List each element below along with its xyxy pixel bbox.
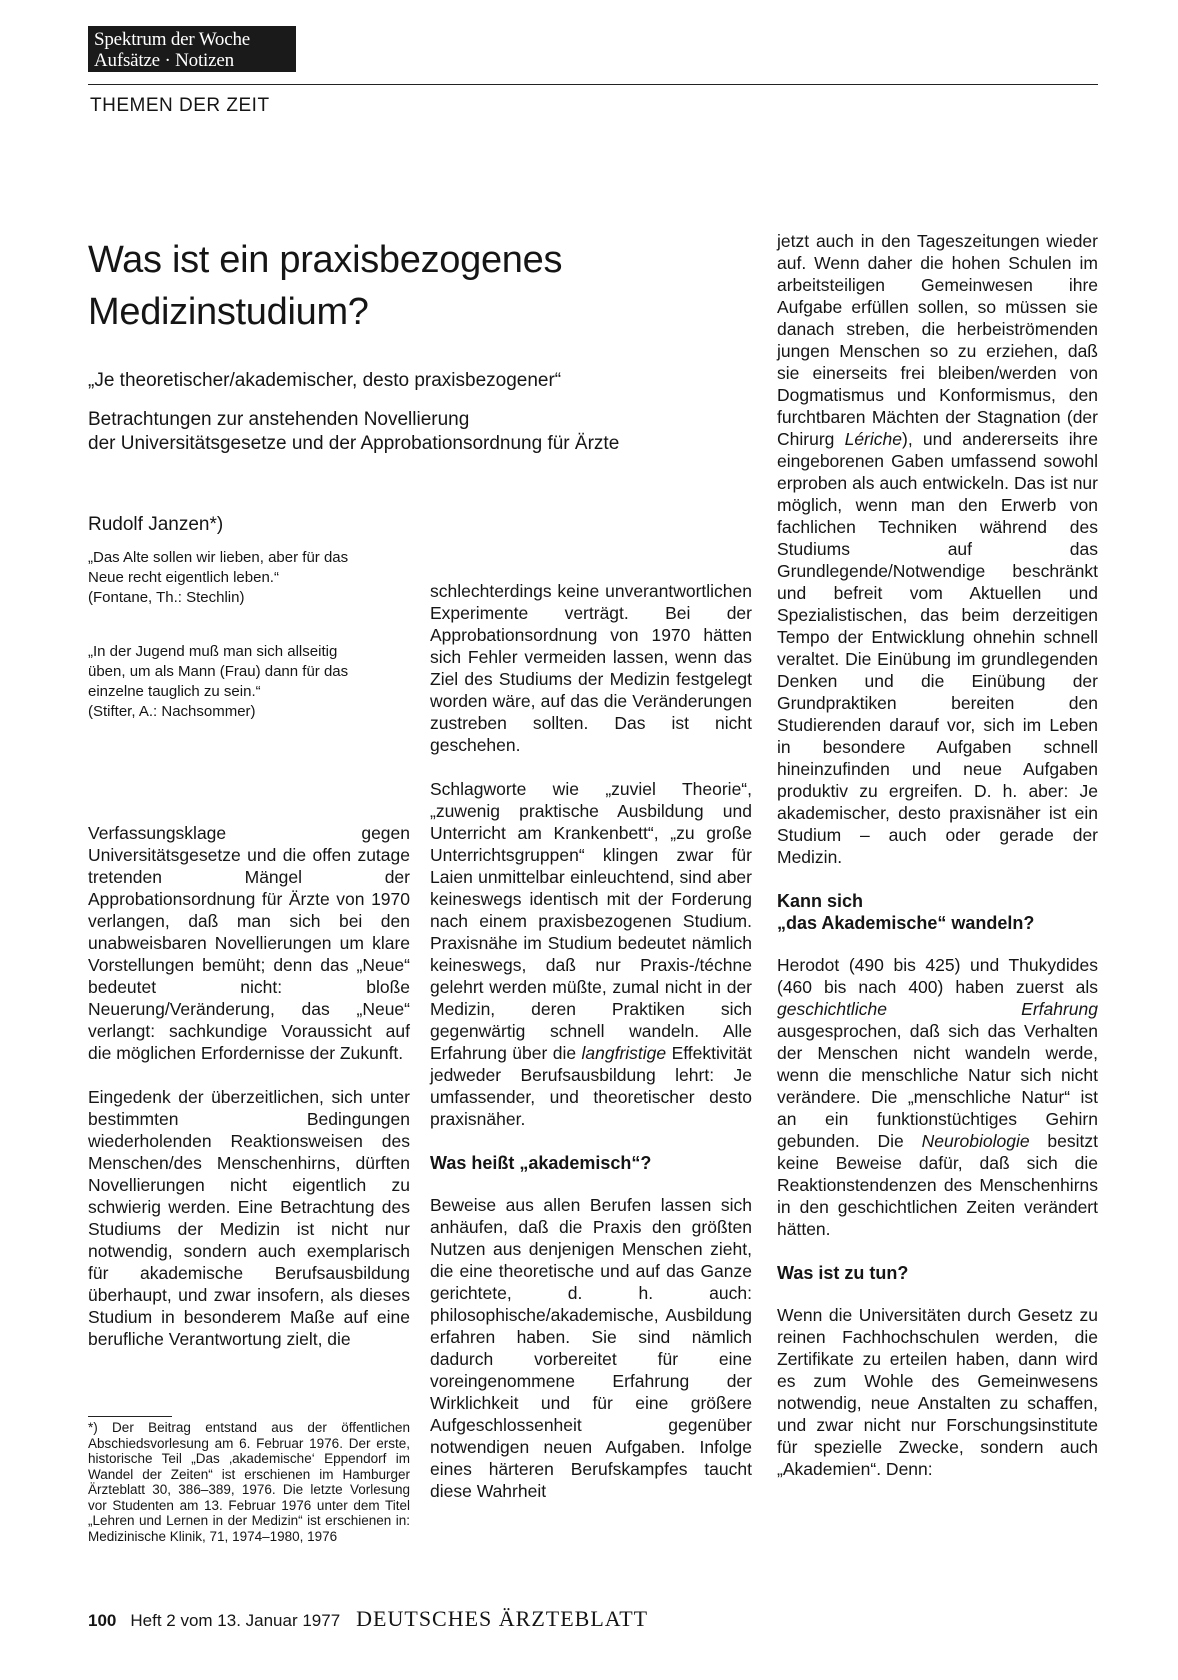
header-rule bbox=[88, 84, 1098, 85]
subheading-line-1: Kann sich bbox=[777, 891, 864, 911]
subheading bbox=[777, 890, 1098, 934]
footnote: *) Der Beitrag entstand aus der öffentlichen Abschiedsvorlesung am 6. Februar 1976. Der erste, historische Teil „Das ‚akademische‘ Eppendorf im Wandel der Zeiten“ ist erschienen im Hamburger Ärzteblatt 30, 386–389, 1976. Die letzte Vorlesung vor Studenten am 13. Februar 1976 unter dem Titel „Lehren und Lernen in der Medizin“ ist erschienen in: Medizinische Klinik, 71, 1974–1980, 1976 bbox=[88, 1420, 410, 1544]
italic-term: langfristige bbox=[581, 1043, 667, 1063]
title-quote: „Je theoretischer/akademischer, desto praxisbezogener“ bbox=[88, 370, 562, 391]
text-run: Herodot (490 bis 425) und Thukydides (460 bis nach 400) haben zuerst als bbox=[777, 955, 1098, 997]
italic-term: Lériche bbox=[844, 429, 902, 449]
title-line-1: Was ist ein praxisbezogenes bbox=[88, 239, 563, 281]
column-1 bbox=[88, 822, 410, 1350]
epigraph bbox=[88, 548, 378, 608]
epigraph-text: „In der Jugend muß man sich allseitig üben, um als Mann (Frau) dann für das einzelne tauglich zu sein.“ bbox=[88, 643, 349, 700]
subtitle-line-2: der Universitätsgesetze und der Approbationsordnung für Ärzte bbox=[88, 433, 620, 454]
section-rubric bbox=[88, 26, 296, 72]
epigraph bbox=[88, 642, 378, 722]
paragraph: Eingedenk der überzeitlichen, sich unter bestimmten Bedingungen wiederholenden Reaktionsweisen des Menschen/des Menschenhirns, dürften Novellierungen nicht eigentlich zu schwierig werden. Eine Betrachtung des Studiums der Medizin ist nicht nur notwendig, sondern auch exemplarisch für akademische Berufsausbildung überhaupt, und zwar insofern, als dieses Studium in besonderem Maße auf eine berufliche Verantwortung zielt, die bbox=[88, 1087, 410, 1349]
epigraph-source: (Stifter, A.: Nachsommer) bbox=[88, 703, 256, 720]
journal-name: DEUTSCHES ÄRZTEBLATT bbox=[356, 1606, 649, 1631]
issue-info: Heft 2 vom 13. Januar 1977 bbox=[130, 1611, 341, 1630]
article-subtitle bbox=[88, 408, 748, 456]
paragraph: schlechterdings keine unverantwortlichen Experimente verträgt. Bei der Approbationsordnung von 1970 hätten sich Fehler vermeiden lassen, wenn das Ziel des Studiums der Medizin festgelegt worden wäre, auf das die Veränderungen zustreben sollten. Das ist nicht geschehen. bbox=[430, 581, 752, 755]
italic-term: geschichtliche Erfahrung bbox=[777, 999, 1098, 1019]
title-line-2: Medizinstudium? bbox=[88, 291, 369, 333]
page-number: 100 bbox=[88, 1611, 117, 1630]
subheading: Was heißt „akademisch“? bbox=[430, 1153, 652, 1173]
paragraph bbox=[777, 954, 1098, 1240]
paragraph bbox=[777, 230, 1098, 868]
text-run: besitzt keine Beweise dafür, daß sich die Reaktionstendenzen des Menschenhirns in den geschichtlichen Zeiten verändert hätten. bbox=[777, 1131, 1098, 1239]
article-title bbox=[88, 234, 728, 338]
text-run: Effektivität jedweder Berufsausbildung lehrt: Je umfassender, und theoretischer desto praxisnäher. bbox=[430, 1043, 752, 1129]
paragraph: Wenn die Universitäten durch Gesetz zu reinen Fachhochschulen werden, die Zertifikate zu erteilen haben, dann wird es zum Wohle des Gemeinwesens notwendig, neue Anstalten zu schaffen, und zwar nicht nur Forschungsinstitute für spezielle Zwecke, sondern auch „Akademien“. Denn: bbox=[777, 1305, 1098, 1479]
text-run: ausgesprochen, daß sich das Verhalten der Menschen nicht wandeln werde, wenn die menschliche Natur sich nicht verändere. Die „menschliche Natur“ ist an ein funktionstüchtiges Gehirn gebunden. Die bbox=[777, 1021, 1098, 1151]
rubric-line-2: Aufsätze · Notizen bbox=[94, 50, 234, 71]
epigraph-source: (Fontane, Th.: Stechlin) bbox=[88, 589, 245, 606]
subheading: Was ist zu tun? bbox=[777, 1263, 909, 1283]
text-run: jetzt auch in den Tageszeitungen wieder auf. Wenn daher die hohen Schulen im arbeitsteiligen Gemeinwesen ihre Aufgabe erfüllen sollen, so müssen sie danach streben, die herbeiströmenden jungen Menschen so zu erziehen, daß sie einerseits frei bleiben/werden von Dogmatismus und Konformismus, den furchtbaren Mächten der Stagnation (der Chirurg bbox=[777, 231, 1098, 449]
footnote-rule bbox=[88, 1416, 172, 1417]
page-footer bbox=[88, 1606, 648, 1632]
subtitle-line-1: Betrachtungen zur anstehenden Novellierung bbox=[88, 409, 470, 430]
section-label: THEMEN DER ZEIT bbox=[90, 95, 270, 116]
paragraph bbox=[430, 778, 752, 1130]
paragraph: Verfassungsklage gegen Universitätsgesetze und die offen zutage tretenden Mängel der Approbationsordnung für Ärzte von 1970 verlangen, daß man sich bei den unabweisbaren Novellierungen um klare Vorstellungen bemüht; denn das „Neue“ bedeutet nicht: bloße Neuerung/Veränderung, das „Neue“ verlangt: sachkundige Voraussicht auf die möglichen Erfordernisse der Zukunft. bbox=[88, 823, 410, 1063]
author-name: Rudolf Janzen*) bbox=[88, 514, 224, 535]
subheading-line-2: „das Akademische“ wandeln? bbox=[777, 913, 1035, 933]
column-3 bbox=[777, 230, 1098, 1480]
text-run: Schlagworte wie „zuviel Theorie“, „zuwenig praktische Ausbildung und Unterricht am Krankenbett“, „zu große Unterrichtsgruppen“ klingen zwar für Laien unmittelbar einleuchtend, sind aber keineswegs identisch mit der Forderung nach einem praxisbezogenen Studium. Praxisnähe im Studium bedeutet nämlich keineswegs, daß nur Praxis-/téchne gelehrt werden müßte, zumal nicht in der Medizin, deren Praktiken sich gegenwärtig schnell wandeln. Alle Erfahrung über die bbox=[430, 779, 752, 1063]
paragraph: Beweise aus allen Berufen lassen sich anhäufen, daß die Praxis den größten Nutzen aus denjenigen Menschen zieht, die eine theoretische und auf das Ganze gerichtete, d. h. auch: philosophische/akademische, Ausbildung erfahren haben. Sie sind nämlich dadurch vorbereitet für eine voreingenommene Erfahrung der Wirklichkeit und für eine größere Aufgeschlossenheit gegenüber notwendigen neuen Aufgaben. Infolge eines härteren Berufskampfes taucht diese Wahrheit bbox=[430, 1195, 752, 1501]
epigraph-text: „Das Alte sollen wir lieben, aber für das Neue recht eigentlich leben.“ bbox=[88, 549, 349, 586]
rubric-line-1: Spektrum der Woche bbox=[94, 29, 250, 50]
italic-term: Neurobiologie bbox=[921, 1131, 1030, 1151]
column-2 bbox=[430, 580, 752, 1502]
text-run: ), und andererseits ihre eingeborenen Gaben umfassend sowohl erproben als auch entwickeln. Das ist nur möglich, wenn man den Erwerb von fachlichen Techniken während des Studiums auf das Grundlegende/Notwendige beschränkt und befreit vom Aktuellen und Spezialistischen, das beim derzeitigen Tempo der Entwicklung ohnehin schnell veraltet. Die Einübung im grundlegenden Denken und die Einübung der Grundpraktiken bereiten den Studierenden darauf vor, sich im Leben in besondere Aufgaben schnell hineinzufinden und neue Aufgaben produktiv zu ergreifen. D. h. aber: Je akademischer, desto praxisnäher ist ein Studium – auch oder gerade der Medizin. bbox=[777, 429, 1098, 867]
